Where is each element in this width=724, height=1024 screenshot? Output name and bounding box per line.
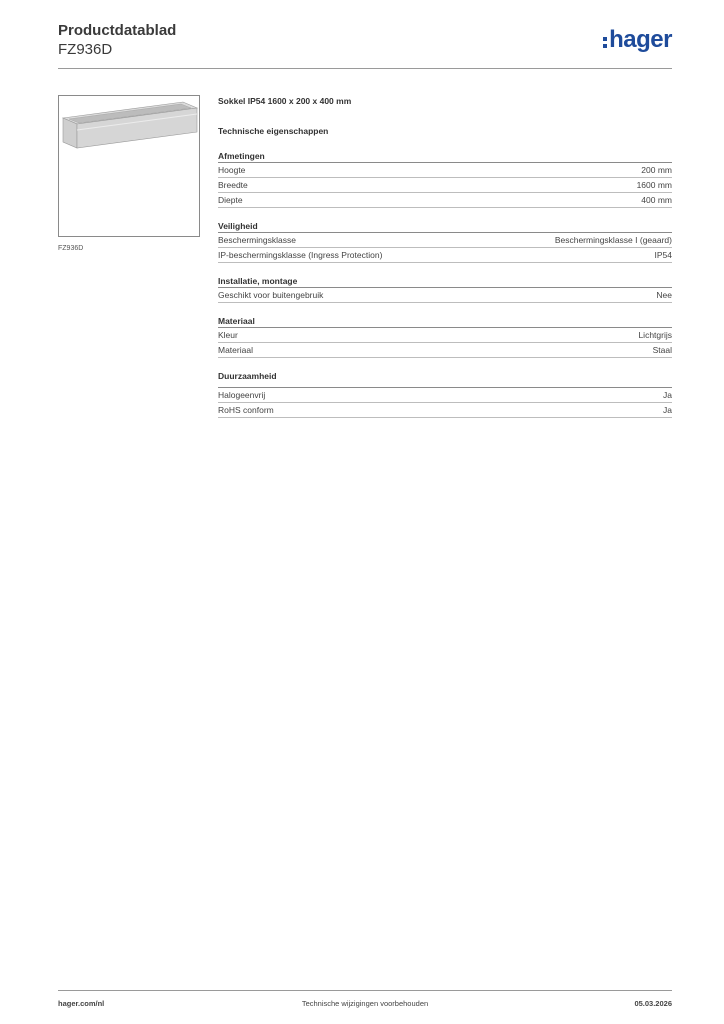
row-value: Beschermingsklasse I (geaard) bbox=[554, 235, 672, 245]
section-title: Installatie, montage bbox=[218, 275, 672, 288]
section-veiligheid bbox=[218, 220, 672, 263]
hager-logo bbox=[603, 28, 672, 52]
table-row bbox=[218, 388, 672, 403]
row-label: Hoogte bbox=[218, 165, 246, 175]
footer-notice: Technische wijzigingen voorbehouden bbox=[301, 999, 429, 1008]
section-title: Duurzaamheid bbox=[218, 371, 277, 381]
logo-dots-icon bbox=[603, 37, 607, 48]
image-caption: FZ936D bbox=[58, 245, 84, 252]
row-value: 400 mm bbox=[641, 195, 672, 205]
section-title: Veiligheid bbox=[218, 220, 672, 233]
row-value: IP54 bbox=[654, 250, 672, 260]
page-header bbox=[58, 20, 672, 68]
table-row bbox=[218, 193, 672, 208]
footer-website-link[interactable]: hager.com/nl bbox=[58, 999, 105, 1008]
row-value: Lichtgrijs bbox=[638, 330, 672, 340]
table-row bbox=[218, 403, 672, 418]
table-row bbox=[218, 178, 672, 193]
row-label: Geschikt voor buitengebruik bbox=[218, 290, 324, 300]
section-title: Materiaal bbox=[218, 315, 672, 328]
table-row bbox=[218, 233, 672, 248]
row-value: 1600 mm bbox=[636, 180, 672, 190]
row-value: Ja bbox=[663, 405, 672, 415]
product-code: FZ936D bbox=[58, 41, 113, 58]
logo-text: hager bbox=[609, 26, 672, 53]
table-row bbox=[218, 343, 672, 358]
row-label: Diepte bbox=[218, 195, 243, 205]
section-afmetingen bbox=[218, 150, 672, 208]
footer-divider bbox=[58, 990, 672, 991]
header-divider bbox=[58, 68, 672, 69]
section-title: Afmetingen bbox=[218, 150, 672, 163]
row-label: Breedte bbox=[218, 180, 248, 190]
table-row bbox=[218, 248, 672, 263]
row-label: Halogeenvrij bbox=[218, 390, 266, 400]
section-installatie bbox=[218, 275, 672, 303]
row-value: Staal bbox=[652, 345, 672, 355]
row-value: Nee bbox=[656, 290, 672, 300]
product-image bbox=[58, 95, 200, 237]
product-details bbox=[218, 96, 672, 418]
section-materiaal bbox=[218, 315, 672, 358]
row-label: RoHS conform bbox=[218, 405, 274, 415]
table-row bbox=[218, 163, 672, 178]
document-title: Productdatablad bbox=[58, 22, 177, 39]
table-row bbox=[218, 288, 672, 303]
row-label: Beschermingsklasse bbox=[218, 235, 296, 245]
row-label: Kleur bbox=[218, 330, 238, 340]
footer-date: 05.03.2026 bbox=[634, 999, 672, 1008]
product-name: Sokkel IP54 1600 x 200 x 400 mm bbox=[218, 96, 352, 106]
table-row bbox=[218, 328, 672, 343]
tech-properties-title: Technische eigenschappen bbox=[218, 126, 329, 136]
row-value: 200 mm bbox=[641, 165, 672, 175]
row-label: IP-beschermingsklasse (Ingress Protection) bbox=[218, 250, 383, 260]
plinth-illustration-icon bbox=[59, 96, 199, 236]
section-duurzaamheid bbox=[218, 370, 672, 418]
row-value: Ja bbox=[663, 390, 672, 400]
row-label: Materiaal bbox=[218, 345, 253, 355]
